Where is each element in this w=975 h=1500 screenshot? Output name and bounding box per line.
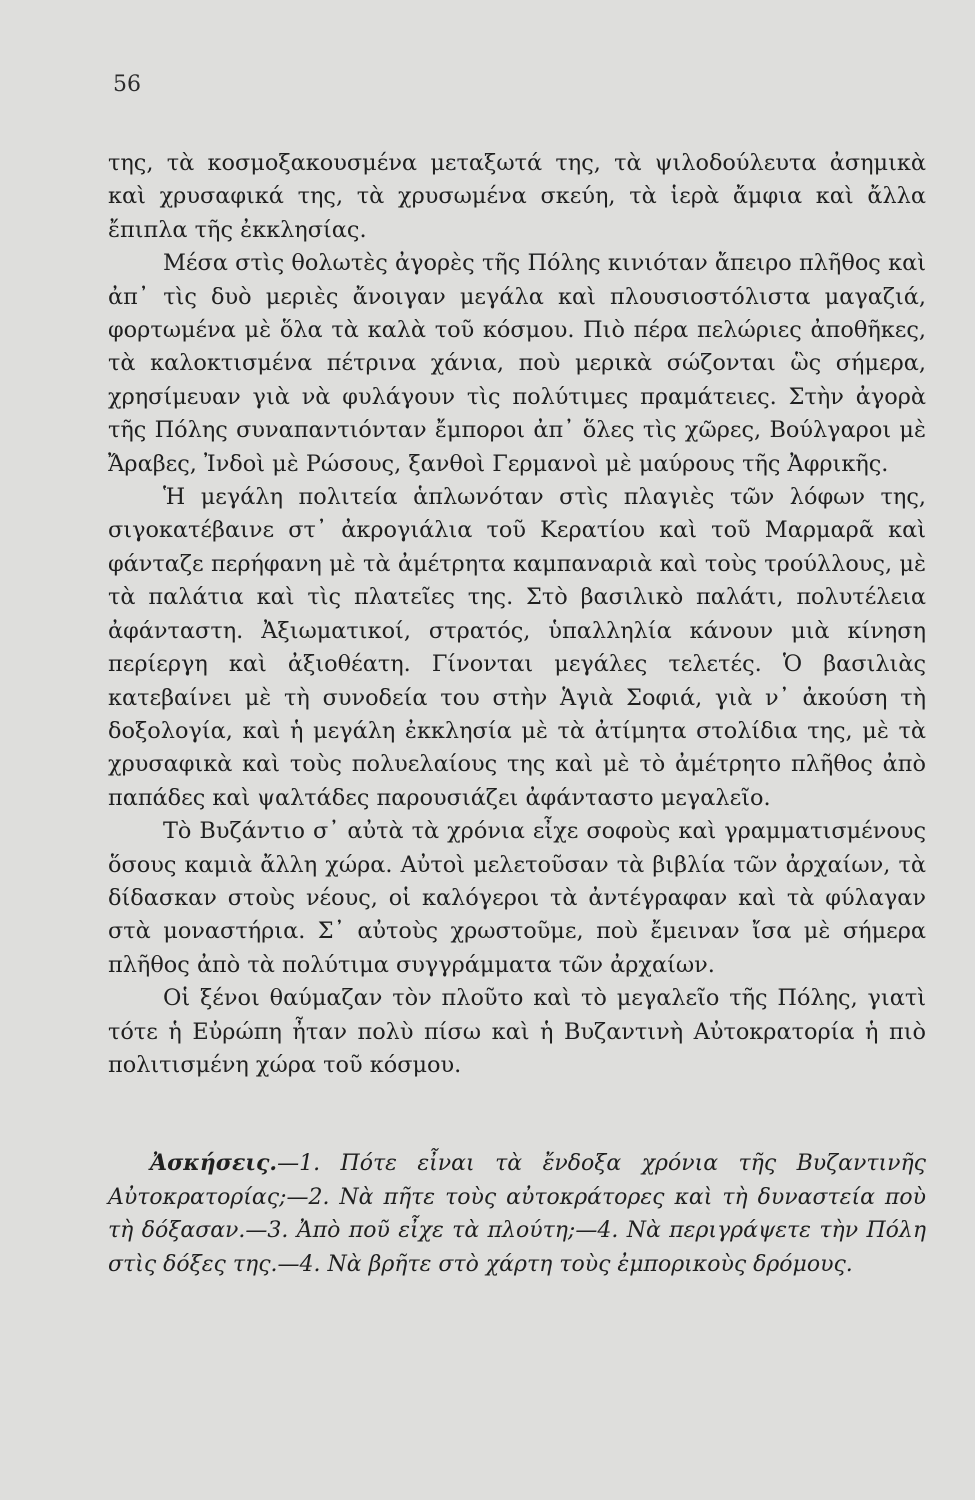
paragraph-city: Ἡ μεγάλη πολιτεία ἁπλωνόταν στὶς πλαγιὲς τῶν λόφων της, σιγοκατέβαινε στ᾿ ἀκρογιάλια τοῦ Κερατίου καὶ τοῦ Μαρμαρᾶ καὶ φάνταζε περήφανη μὲ τὰ ἀμέτρητα καμπαναριὰ καὶ τοὺς τρούλλους, μὲ τὰ παλάτια καὶ τὶς πλατεῖες της. Στὸ βασιλικὸ παλάτι, πολυτέλεια ἀφάνταστη. Ἀξιωματικοί, στρατός, ὑπαλληλία κάνουν μιὰ κίνηση περίεργη καὶ ἀξιοθέατη. Γίνονται μεγάλες τελετές. Ὁ βασιλιὰς κατεβαίνει μὲ τὴ συνοδεία του στὴν Ἁγιὰ Σοφιά, γιὰ ν᾿ ἀκούση τὴ δοξολογία, καὶ ἡ μεγάλη ἐκκλησία μὲ τὰ ἀτίμητα στολίδια της, μὲ τὰ χρυσαφικὰ καὶ τοὺς πολυελαίους της καὶ μὲ τὸ ἀμέτρητο πλῆθος ἀπὸ παπάδες καὶ ψαλτάδες παρουσιάζει ἀφάνταστο μεγαλεῖο. xyxy=(108,484,926,811)
exercises-section xyxy=(108,1147,926,1281)
exercises-label: Ἀσκήσεις. xyxy=(150,1150,278,1176)
paragraph-foreigners: Οἱ ξένοι θαύμαζαν τὸν πλοῦτο καὶ τὸ μεγαλεῖο τῆς Πόλης, γιατὶ τότε ἡ Εὐρώπη ἦταν πολὺ πίσω καὶ ἡ Βυζαντινὴ Αὐτοκρατορία ἡ πιὸ πολιτισμένη χώρα τοῦ κόσμου. xyxy=(108,985,926,1078)
exercises-paragraph xyxy=(108,1147,926,1281)
body-text xyxy=(108,147,926,1082)
paragraph-scholars: Τὸ Βυζάντιο σ᾿ αὐτὰ τὰ χρόνια εἶχε σοφοὺς καὶ γραμματισμένους ὅσους καμιὰ ἄλλη χώρα. Αὐτοὶ μελετοῦσαν τὰ βιβλία τῶν ἀρχαίων, τὰ δίδασκαν στοὺς νέους, οἱ καλόγεροι τὰ ἀντέγραφαν καὶ τὰ φύλαγαν στὰ μοναστήρια. Σ᾿ αὐτοὺς χρωστοῦμε, ποὺ ἔμειναν ἴσα μὲ σήμερα πλῆθος ἀπὸ τὰ πολύτιμα συγγράμματα τῶν ἀρχαίων. xyxy=(108,818,926,978)
page-number: 56 xyxy=(113,72,141,97)
paragraph-markets: Μέσα στὶς θολωτὲς ἀγορὲς τῆς Πόλης κινιόταν ἄπειρο πλῆθος καὶ ἀπ᾿ τὶς δυὸ μεριὲς ἄνοιγαν μεγάλα καὶ πλουσιοστόλιστα μαγαζιά, φορτωμένα μὲ ὅλα τὰ καλὰ τοῦ κόσμου. Πιὸ πέρα πελώριες ἀποθῆκες, τὰ καλοκτισμένα πέτρινα χάνια, ποὺ μερικὰ σώζονται ὣς σήμερα, χρησίμευαν γιὰ νὰ φυλάγουν τὶς πολύτιμες πραμάτειες. Στὴν ἀγορὰ τῆς Πόλης συναπαντιόνταν ἔμποροι ἀπ᾿ ὅλες τὶς χῶρες, Βούλγαροι μὲ Ἄραβες, Ἰνδοὶ μὲ Ρώσους, ξανθοὶ Γερμανοὶ μὲ μαύρους τῆς Ἀφρικῆς. xyxy=(108,250,926,477)
exercises-text: —1. Πότε εἶναι τὰ ἔνδοξα χρόνια τῆς Βυζαντινῆς Αὐτοκρατορίας;—2. Νὰ πῆτε τοὺς αὐτοκράτορες καὶ τὴ δυναστεία ποὺ τὴ δόξασαν.—3. Ἀπὸ ποῦ εἶχε τὰ πλούτη;—4. Νὰ περιγράψετε τὴν Πόλη στὶς δόξες της.—4. Νὰ βρῆτε στὸ χάρτη τοὺς ἐμπορικοὺς δρόμους. xyxy=(108,1151,926,1277)
paragraph-continued: της, τὰ κοσμοξακουσμένα μεταξωτά της, τὰ ψιλοδούλευτα ἀσημικὰ καὶ χρυσαφικά της, τὰ χρυσωμένα σκεύη, τὰ ἱερὰ ἄμφια καὶ ἄλλα ἔπιπλα τῆς ἐκκλησίας. xyxy=(108,150,926,243)
